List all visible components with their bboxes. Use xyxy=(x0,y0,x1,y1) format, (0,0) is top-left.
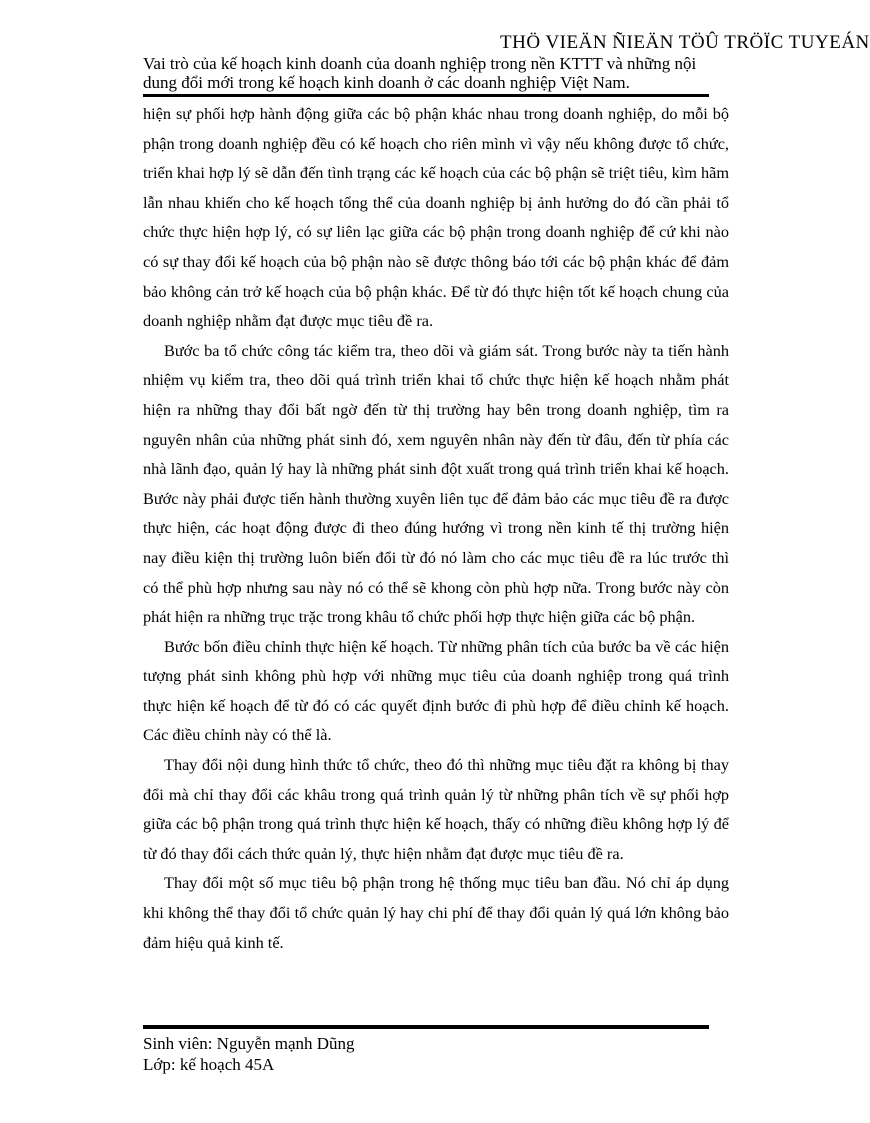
footer-class: Lớp: kế hoạch 45A xyxy=(143,1055,275,1074)
header-divider xyxy=(143,94,709,97)
paragraph-4: Thay đổi nội dung hình thức tổ chức, theo đó thì những mục tiêu đặt ra không bị thay đổi mà chỉ thay đổi các khâu trong quá trình quản lý từ những phân tích về sự phối hợp giữa các bộ phận trong quá trình thực hiện kế hoạch, thấy có những điều không hợp lý để từ đó thay đổi cách thức quản lý, thực hiện nhằm đạt được mục tiêu đề ra. xyxy=(143,755,729,863)
footer-divider xyxy=(143,1025,709,1029)
paragraph-2: Bước ba tổ chức công tác kiểm tra, theo dõi và giám sát. Trong bước này ta tiến hành nhiệm vụ kiểm tra, theo dõi quá trình triển khai tổ chức thực hiện kế hoạch nhằm phát hiện ra những thay đổi bất ngờ đến từ thị trường hay bên trong doanh nghiệp, tìm ra nguyên nhân của những phát sinh đó, xem nguyên nhân này đến từ đâu, đến từ phía các nhà lãnh đạo, quản lý hay là những phát sinh đột xuất trong quá trình triển khai kế hoạch. Bước này phải được tiến hành thường xuyên liên tục để đảm bảo các mục tiêu đề ra được thực hiện, các hoạt động được đi theo đúng hướng vì trong nền kinh tế thị trường hiện nay điều kiện thị trường luôn biến đổi từ đó nó làm cho các mục tiêu đề ra lúc trước thì có thể phù hợp nhưng sau này nó có thể sẽ khong còn phù hợp nữa. Trong bước này còn phát hiện ra những trục trặc trong khâu tổ chức phối hợp thực hiện giữa các bộ phận. xyxy=(143,340,729,627)
paragraph-5: Thay đổi một số mục tiêu bộ phận trong hệ thống mục tiêu ban đầu. Nó chỉ áp dụng khi không thể thay đổi tổ chức quản lý hay chi phí để thay đổi quản lý quá lớn không bảo đảm hiệu quả kinh tế. xyxy=(143,873,729,952)
library-watermark: THÖ VIEÄN ÑIEÄN TÖÛ TRÖÏC TUYEÁN xyxy=(500,32,870,53)
document-body xyxy=(143,99,729,957)
paragraph-3: Bước bốn điều chỉnh thực hiện kế hoạch. Từ những phân tích của bước ba về các hiện tượng phát sinh không phù hợp với những mục tiêu của doanh nghiệp trong quá trình thực hiện kế hoạch để từ đó có các quyết định bước đi phù hợp để điều chỉnh kế hoạch. Các điều chỉnh này có thể là. xyxy=(143,636,729,745)
footer-student-name: Sinh viên: Nguyễn mạnh Dũng xyxy=(143,1034,355,1053)
paragraph-1: hiện sự phối hợp hành động giữa các bộ phận khác nhau trong doanh nghiệp, do mỗi bộ phận trong doanh nghiệp đều có kế hoạch cho riên mình vì vậy nếu không được tổ chức, triển khai hợp lý sẽ dẫn đến tình trạng các kế hoạch của các bộ phận sẽ triệt tiêu, kìm hãm lẫn nhau khiến cho kế hoạch tổng thể của doanh nghiệp bị ảnh hưởng do đó cần phải tổ chức thực hiện hợp lý, có sự liên lạc giữa các bộ phận trong doanh nghiệp để cứ khi nào có sự thay đổi kế hoạch của bộ phận nào sẽ được thông báo tới các bộ phận khác để đảm bảo không cản trở kế hoạch của bộ phận khác. Để từ đó thực hiện tốt kế hoạch chung của doanh nghiệp nhằm đạt được mục tiêu đề ra. xyxy=(143,104,729,331)
running-header: Vai trò của kế hoạch kinh doanh của doanh nghiệp trong nền KTTT và những nội dung đổi mới trong kế hoạch kinh doanh ở các doanh nghiệp Việt Nam. xyxy=(143,54,697,92)
page-footer xyxy=(143,1033,355,1075)
